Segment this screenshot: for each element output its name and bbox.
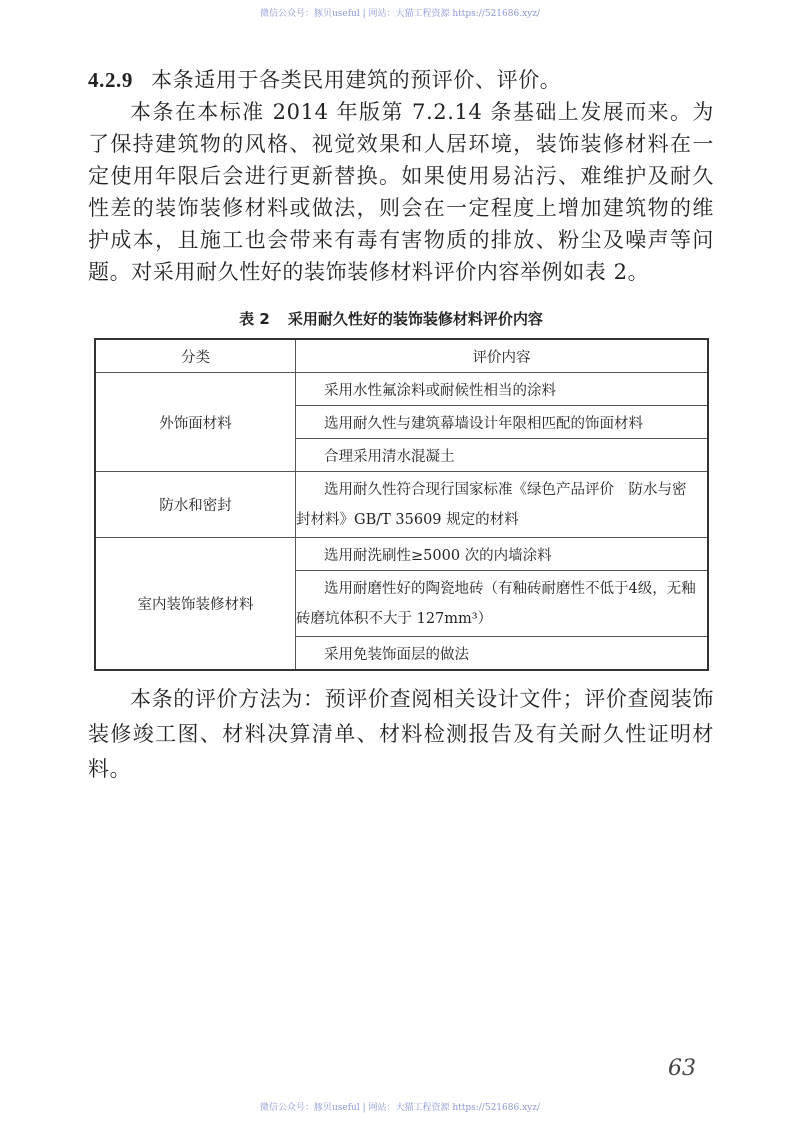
table-row xyxy=(95,538,708,571)
header-category: 分类 xyxy=(95,339,296,373)
content-cell: 选用耐洗刷性≥5000 次的内墙涂料 xyxy=(296,538,709,571)
content-cell: 选用耐久性符合现行国家标准《绿色产品评价 防水与密封材料》GB/T 35609 规定的材料 xyxy=(296,472,709,538)
watermark-bottom: 微信公众号：豚贝useful | 网站：大猫工程资源 https://521686.xyz/ xyxy=(259,1103,541,1113)
watermark-top: 微信公众号：豚贝useful | 网站：大猫工程资源 https://521686.xyz/ xyxy=(259,9,541,19)
page-number: 63 xyxy=(668,1056,696,1081)
section-text xyxy=(88,64,714,288)
content-cell: 采用水性氟涂料或耐候性相当的涂料 xyxy=(296,373,709,406)
category-cell: 防水和密封 xyxy=(95,472,296,538)
header-content: 评价内容 xyxy=(296,339,709,373)
table-header-row xyxy=(95,339,708,373)
category-cell: 室内装饰装修材料 xyxy=(95,538,296,671)
table-row xyxy=(95,472,708,538)
content-cell: 选用耐磨性好的陶瓷地砖（有釉砖耐磨性不低于4级，无釉砖磨坑体积不大于 127mm³） xyxy=(296,571,709,637)
content-cell: 采用免装饰面层的做法 xyxy=(296,637,709,671)
table-row xyxy=(95,373,708,406)
paragraph-2: 本条的评价方法为：预评价查阅相关设计文件；评价查阅装饰装修竣工图、材料决算清单、材料检测报告及有关耐久性证明材料。 xyxy=(88,687,714,781)
section-number: 4.2.9 xyxy=(88,68,133,92)
evaluation-table xyxy=(94,338,709,671)
paragraph-1: 本条在本标准 2014 年版第 7.2.14 条基础上发展而来。为了保持建筑物的风格、视觉效果和人居环境，装饰装修材料在一定使用年限后会进行更新替换。如果使用易沾污、难维护及耐久性差的装饰装修材料或做法，则会在一定程度上增加建筑物的维护成本，且施工也会带来有毒有害物质的排放、粉尘及噪声等问题。对采用耐久性好的装饰装修材料评价内容举例如表 2。 xyxy=(88,100,714,284)
paragraph-2-block xyxy=(88,682,714,787)
table-caption xyxy=(0,308,800,329)
category-cell: 外饰面材料 xyxy=(95,373,296,472)
section-title: 本条适用于各类民用建筑的预评价、评价。 xyxy=(151,68,562,92)
table-title: 采用耐久性好的装饰装修材料评价内容 xyxy=(287,310,543,328)
content-cell: 合理采用清水混凝土 xyxy=(296,439,709,472)
table-number: 表 2 xyxy=(239,310,270,328)
section-heading xyxy=(88,64,714,96)
content-cell: 选用耐久性与建筑幕墙设计年限相匹配的饰面材料 xyxy=(296,406,709,439)
